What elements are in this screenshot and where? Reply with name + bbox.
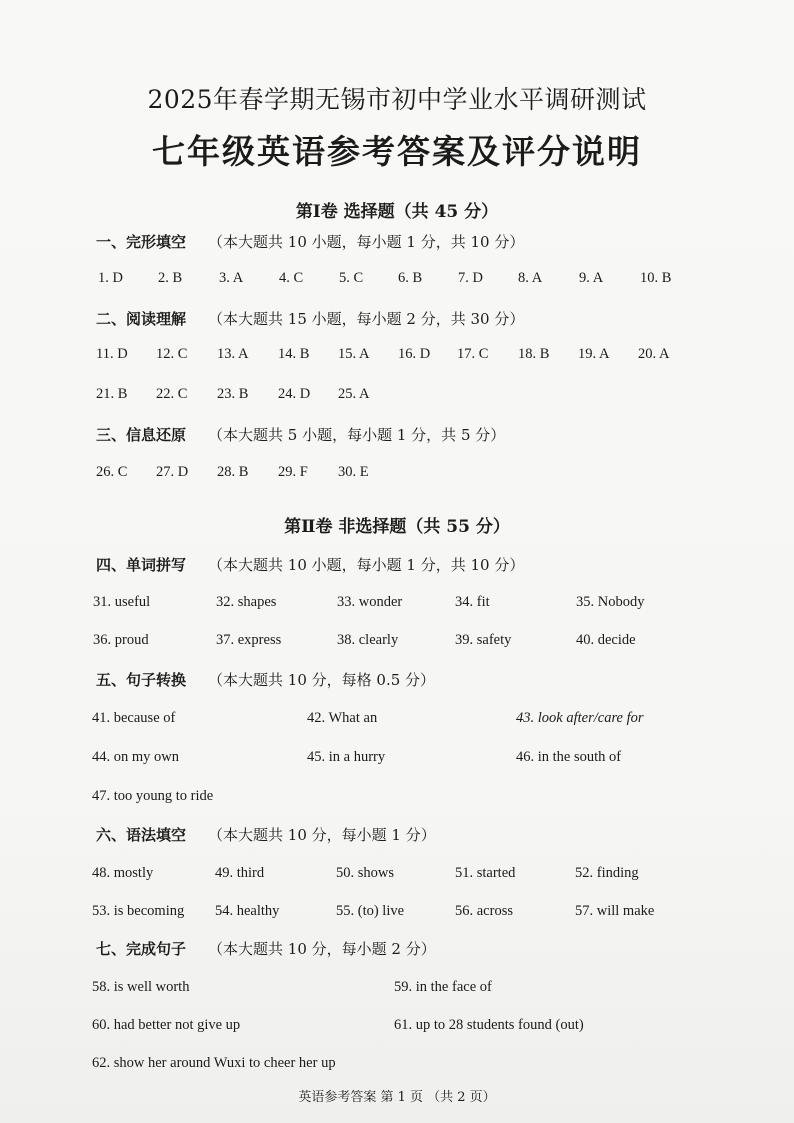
answer: 8. A [518,270,543,286]
answer: 12. C [156,346,188,362]
answer: 21. B [96,386,128,402]
answer-row [0,749,794,771]
answer-row [0,270,794,292]
answer: 6. B [398,270,423,286]
answer: 1. D [98,270,123,286]
answer-row [0,386,794,408]
answer: 56. across [455,903,513,919]
section-title: 六、语法填空 [96,826,187,844]
answer: 40. decide [576,632,636,648]
answer: 60. had better not give up [92,1017,241,1033]
section-title: 二、阅读理解 [96,310,187,328]
answer: 49. third [215,865,265,881]
answer: 24. D [278,386,311,402]
answer: 59. in the face of [394,979,492,995]
answer: 28. B [217,464,249,480]
section-reading [96,308,524,329]
answer: 44. on my own [92,749,179,765]
answer: 35. Nobody [576,594,645,610]
answer: 38. clearly [337,632,399,648]
part2-heading: 第Ⅱ卷 非选择题（共 55 分） [284,517,510,537]
answer-row [0,865,794,887]
answer: 3. A [219,270,244,286]
section-note: （本大题共 10 分，每小题 1 分） [208,826,436,844]
section-title: 七、完成句子 [96,940,187,958]
section-spelling [96,554,524,575]
section-title: 四、单词拼写 [96,556,187,574]
answer: 19. A [578,346,610,362]
section-note: （本大题共 5 小题，每小题 1 分，共 5 分） [208,426,506,444]
section-cloze [96,231,524,252]
answer-row [0,594,794,616]
section-complete-sentence [96,938,436,959]
answer-row [0,346,794,368]
section-note: （本大题共 10 小题，每小题 1 分，共 10 分） [208,556,525,574]
answer-row [0,788,794,810]
answer-row [0,632,794,654]
answer: 2. B [158,270,183,286]
answer: 54. healthy [215,903,280,919]
answer-row [0,464,794,486]
answer: 47. too young to ride [92,788,214,804]
answer: 51. started [455,865,516,881]
part1-heading: 第Ⅰ卷 选择题（共 45 分） [295,202,499,222]
answer: 14. B [278,346,310,362]
section-title: 三、信息还原 [96,426,187,444]
answer: 33. wonder [337,594,403,610]
answer: 20. A [638,346,670,362]
answer: 39. safety [455,632,512,648]
answer-row [0,979,794,1001]
answer: 26. C [96,464,128,480]
section-note: （本大题共 15 小题，每小题 2 分，共 30 分） [208,310,525,328]
answer: 17. C [457,346,489,362]
answer: 48. mostly [92,865,154,881]
answer: 37. express [216,632,282,648]
answer: 46. in the south of [516,749,622,765]
page-footer: 英语参考答案 第 1 页 （共 2 页） [298,1090,496,1105]
answer: 58. is well worth [92,979,190,995]
answer: 25. A [338,386,370,402]
answer: 15. A [338,346,370,362]
answer: 52. finding [575,865,639,881]
section-grammar-fill [96,824,436,845]
section-note: （本大题共 10 分，每小题 2 分） [208,940,436,958]
answer: 32. shapes [216,594,277,610]
answer: 29. F [278,464,308,480]
answer: 45. in a hurry [307,749,386,765]
answer-row [0,710,794,732]
answer: 10. B [640,270,672,286]
section-note: （本大题共 10 小题，每小题 1 分，共 10 分） [208,233,525,251]
answer-row [0,1055,794,1077]
answer-row [0,903,794,925]
answer: 36. proud [93,632,149,648]
exam-title: 2025年春学期无锡市初中学业水平调研测试 [147,85,647,114]
answer: 11. D [96,346,128,362]
answer: 13. A [217,346,249,362]
answer: 43. look after/care for [516,710,644,726]
section-title: 一、完形填空 [96,233,187,251]
answer: 9. A [579,270,604,286]
answer: 42. What an [307,710,378,726]
answer-row [0,1017,794,1039]
answer: 23. B [217,386,249,402]
answer: 31. useful [93,594,151,610]
answer: 34. fit [455,594,490,610]
answer: 53. is becoming [92,903,185,919]
section-info-restore [96,424,505,445]
section-sentence-transform [96,669,435,690]
answer: 22. C [156,386,188,402]
answer: 18. B [518,346,550,362]
section-note: （本大题共 10 分，每格 0.5 分） [208,671,436,689]
answer: 5. C [339,270,364,286]
answer: 62. show her around Wuxi to cheer her up [92,1055,336,1071]
answer: 30. E [338,464,369,480]
answer: 57. will make [575,903,655,919]
document-title: 七年级英语参考答案及评分说明 [152,132,642,171]
answer: 4. C [279,270,304,286]
answer: 61. up to 28 students found (out) [394,1017,584,1033]
answer: 16. D [398,346,431,362]
answer: 55. (to) live [336,903,405,919]
answer: 27. D [156,464,189,480]
section-title: 五、句子转换 [96,671,187,689]
answer: 41. because of [92,710,176,726]
answer: 50. shows [336,865,395,881]
answer: 7. D [458,270,483,286]
